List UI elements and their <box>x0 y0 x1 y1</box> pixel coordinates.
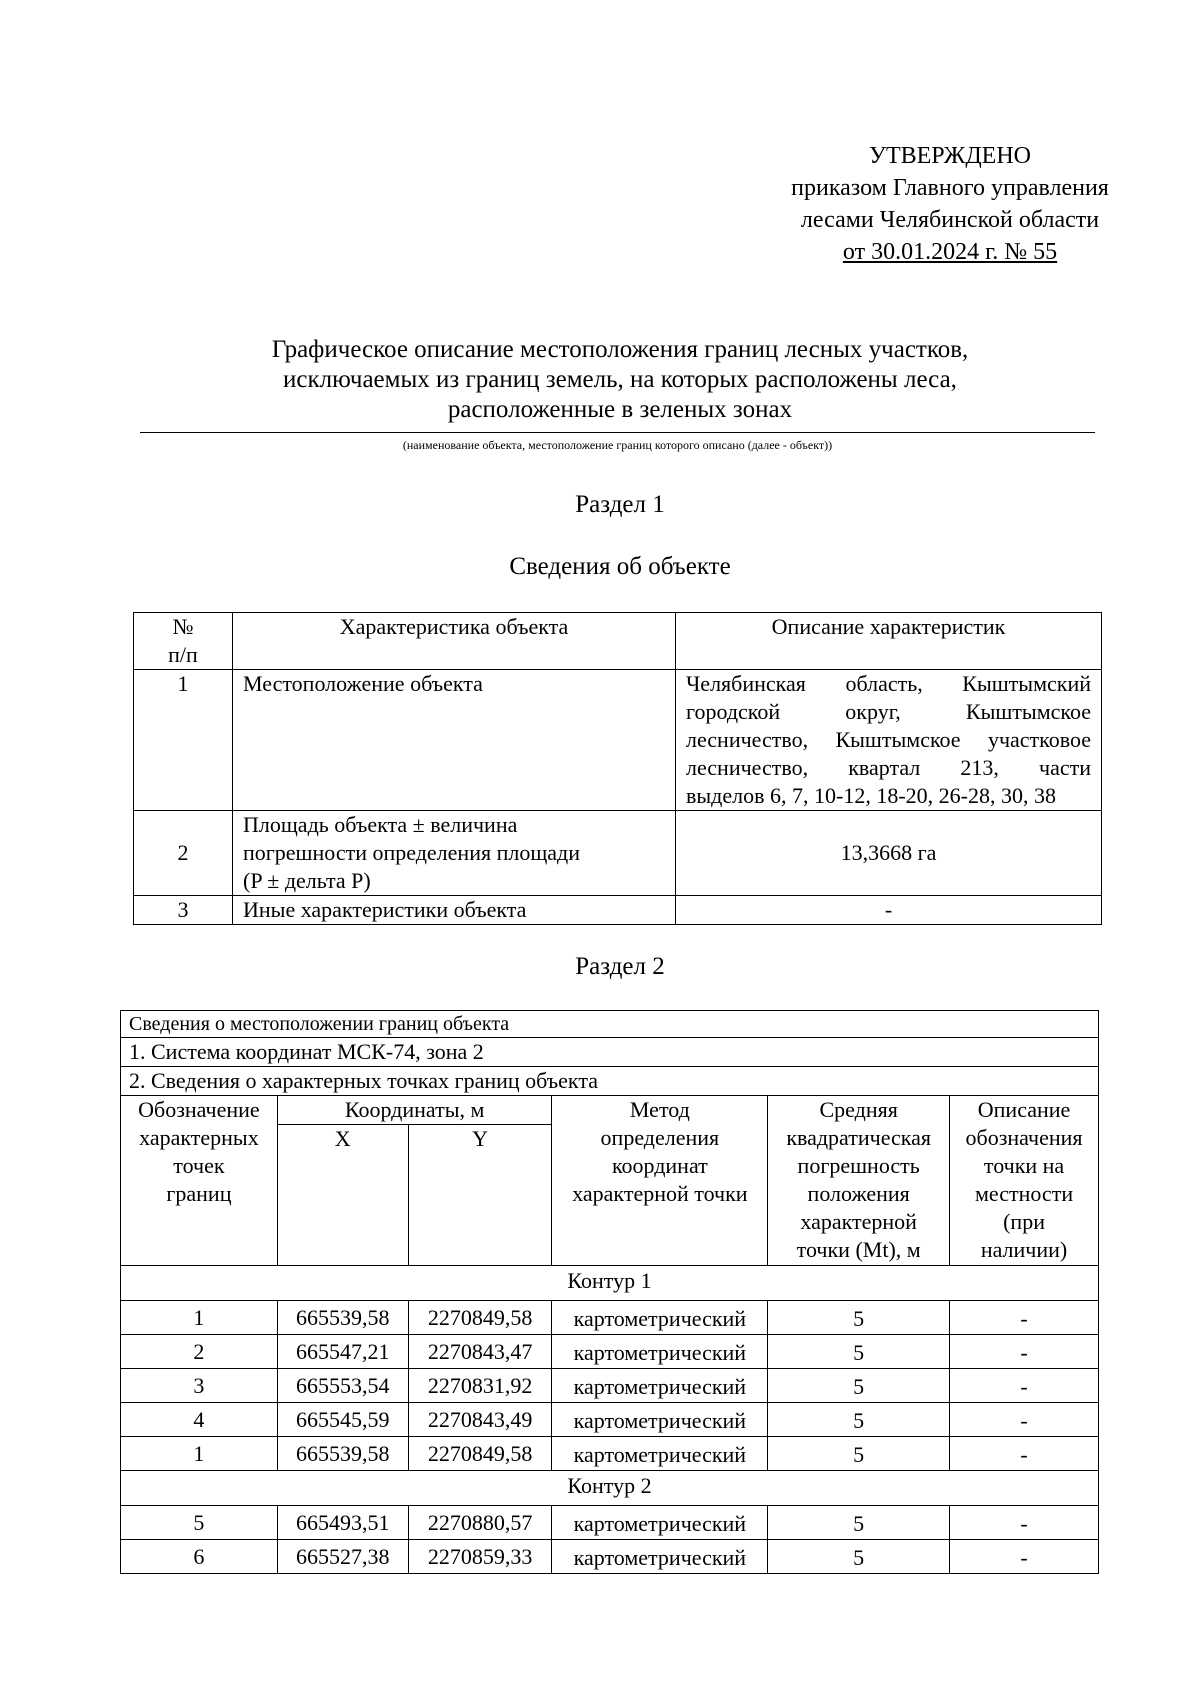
title-underline <box>140 432 1095 433</box>
title-note: (наименование объекта, местоположение границ которого описано (далее - объект)) <box>402 438 833 452</box>
area-value: 13,3668 га <box>676 811 1102 896</box>
table-row: 1 Местоположение объекта Челябинская область, Кыштымский городской округ, Кыштымское лесничество, Кыштымское участковое лесничество, квартал 213, части выделов 6, 7, 10-12, 18-20, 26-28, 30, 38 <box>134 670 1102 811</box>
points-title: 2. Сведения о характерных точках границ объекта <box>121 1067 1099 1096</box>
table-row: 3 Иные характеристики объекта - <box>134 896 1102 925</box>
approval-heading: УТВЕРЖДЕНО <box>868 143 1032 169</box>
table-row: 6 665527,38 2270859,33 картометрический 5 - <box>121 1540 1099 1574</box>
section1-subheading: Сведения об объекте <box>509 553 731 580</box>
header-designation: Обозначение характерных точек границ <box>121 1096 278 1266</box>
contour-label: Контур 1 <box>121 1266 1099 1301</box>
table-row: 5 665493,51 2270880,57 картометрический 5 - <box>121 1506 1099 1540</box>
approval-authority-line: лесами Челябинской области <box>800 207 1100 233</box>
boundary-info-title: Сведения о местоположении границ объекта <box>121 1011 1099 1038</box>
boundary-points-table <box>120 1010 1099 1574</box>
table-row: 3 665553,54 2270831,92 картометрический 5 - <box>121 1369 1099 1403</box>
section1-heading: Раздел 1 <box>575 491 665 518</box>
header-coordinates: Координаты, м <box>277 1096 552 1125</box>
approval-block <box>700 140 1200 268</box>
title-line-1: Графическое описание местоположения границ лесных участков, <box>271 336 969 363</box>
approval-order-line: приказом Главного управления <box>791 175 1109 201</box>
area-characteristic: Площадь объекта ± величина погрешности определения площади (P ± дельта P) <box>233 811 676 896</box>
object-info-table <box>133 612 1102 925</box>
header-description: Описание обозначения точки на местности (при наличии) <box>950 1096 1099 1266</box>
table-row: 2 665547,21 2270843,47 картометрический 5 - <box>121 1335 1099 1369</box>
coordinate-system: 1. Система координат МСК-74, зона 2 <box>121 1038 1099 1067</box>
title-line-2: исключаемых из границ земель, на которых расположены леса, <box>283 366 957 393</box>
location-description: Челябинская область, Кыштымский городской округ, Кыштымское лесничество, Кыштымское участковое лесничество, квартал 213, части выделов 6, 7, 10-12, 18-20, 26-28, 30, 38 <box>676 670 1102 811</box>
header-error: Средняя квадратическая погрешность положения характерной точки (Mt), м <box>768 1096 950 1266</box>
title-line-3: расположенные в зеленых зонах <box>447 396 793 423</box>
document-title <box>140 335 1100 425</box>
contour-label: Контур 2 <box>121 1471 1099 1506</box>
table-row: 2 Площадь объекта ± величина погрешности определения площади (P ± дельта P) 13,3668 га <box>134 811 1102 896</box>
approval-date: от 30.01.2024 г. № 55 <box>842 239 1058 265</box>
table-row: 1 665539,58 2270849,58 картометрический 5 - <box>121 1437 1099 1471</box>
header-characteristic: Характеристика объекта <box>233 613 676 670</box>
table-header-row <box>134 613 1102 670</box>
section2-heading: Раздел 2 <box>575 953 665 980</box>
header-num: № п/п <box>134 613 233 670</box>
header-y: Y <box>408 1125 552 1266</box>
header-description: Описание характеристик <box>676 613 1102 670</box>
table-header-row <box>121 1096 1099 1125</box>
table-row: 4 665545,59 2270843,49 картометрический 5 - <box>121 1403 1099 1437</box>
header-method: Метод определения координат характерной точки <box>552 1096 768 1266</box>
header-x: X <box>277 1125 408 1266</box>
table-row: 1 665539,58 2270849,58 картометрический 5 - <box>121 1301 1099 1335</box>
